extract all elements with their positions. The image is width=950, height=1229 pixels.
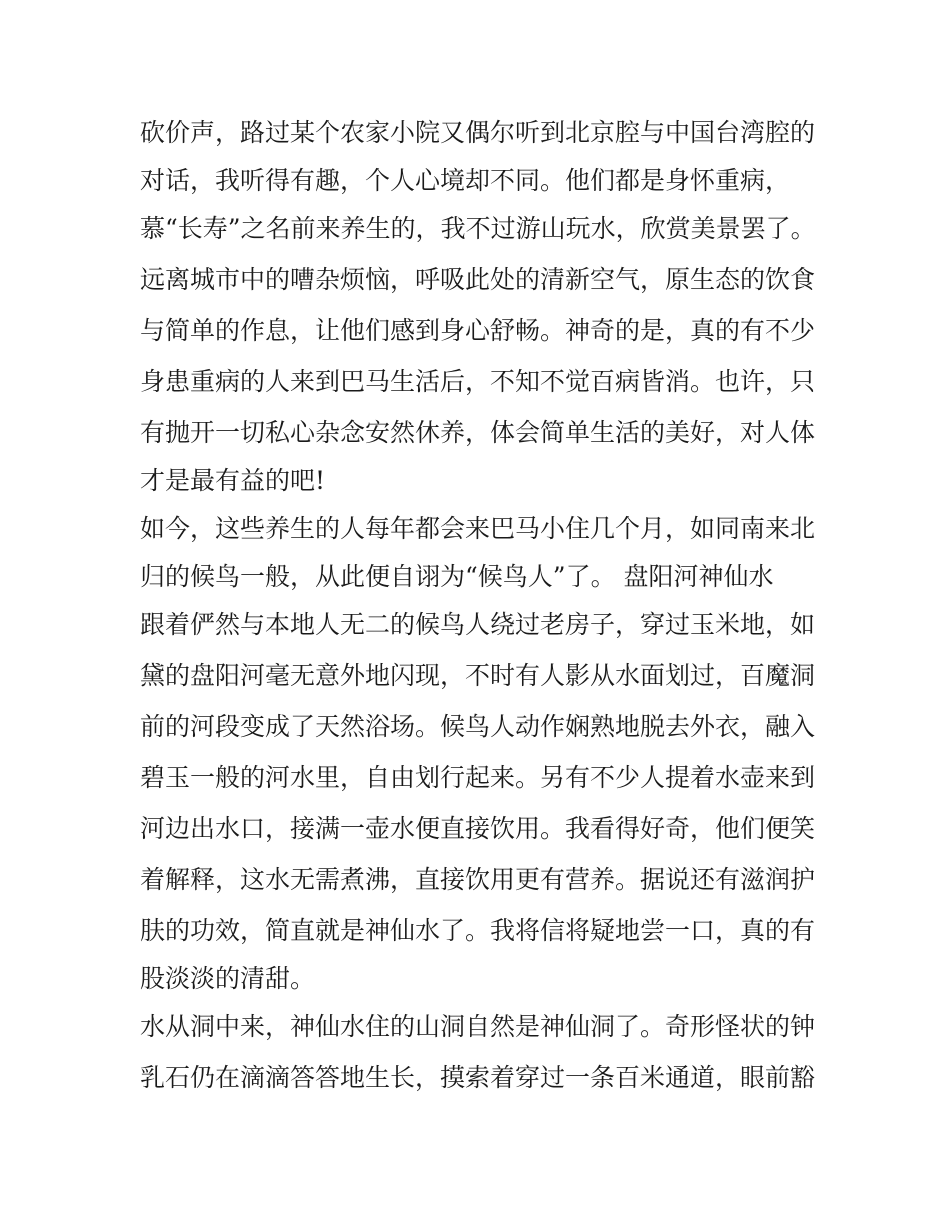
text-line: 砍价声，路过某个农家小院又偶尔听到北京腔与中国台湾腔的 (140, 118, 816, 147)
text-line: 归的候鸟一般，从此便自诩为“候鸟人”了。 盘阳河神仙水 (140, 562, 774, 591)
body-text (140, 107, 830, 1103)
text-line: 碧玉一般的河水里，自由划行起来。另有不少人提着水壶来到 (140, 763, 816, 792)
text-line: 黛的盘阳河毫无意外地闪现，不时有人影从水面划过，百魔洞 (140, 661, 816, 690)
text-line: 身患重病的人来到巴马生活后，不知不觉百病皆消。也许，只 (140, 367, 816, 396)
text-line: 水从洞中来，神仙水住的山洞自然是神仙洞了。奇形怪状的钟 (140, 1012, 816, 1041)
text-line: 才是最有益的吧! (140, 466, 326, 495)
text-line: 远离城市中的嘈杂烦恼，呼吸此处的清新空气，原生态的饮食 (140, 265, 816, 294)
text-line: 股淡淡的清甜。 (140, 964, 316, 993)
text-line: 前的河段变成了天然浴场。候鸟人动作娴熟地脱去外衣，融入 (140, 712, 816, 741)
text-line: 与简单的作息，让他们感到身心舒畅。神奇的是，真的有不少 (140, 316, 816, 345)
text-line: 着解释，这水无需煮沸，直接饮用更有营养。据说还有滋润护 (140, 865, 816, 894)
text-line: 河边出水口，接满一壶水便直接饮用。我看得好奇，他们便笑 (140, 814, 816, 843)
text-line: 肤的功效，简直就是神仙水了。我将信将疑地尝一口，真的有 (140, 916, 816, 945)
text-line: 跟着俨然与本地人无二的候鸟人绕过老房子，穿过玉米地，如 (140, 610, 816, 639)
text-line: 有抛开一切私心杂念安然休养，体会简单生活的美好，对人体 (140, 418, 816, 447)
text-line: 乳石仍在滴滴答答地生长，摸索着穿过一条百米通道，眼前豁 (140, 1063, 816, 1092)
text-line: 慕“长寿”之名前来养生的，我不过游山玩水，欣赏美景罢了。 (140, 214, 816, 243)
text-line: 如今，这些养生的人每年都会来巴马小住几个月，如同南来北 (140, 514, 816, 543)
text-line: 对话，我听得有趣，个人心境却不同。他们都是身怀重病， (140, 166, 791, 195)
